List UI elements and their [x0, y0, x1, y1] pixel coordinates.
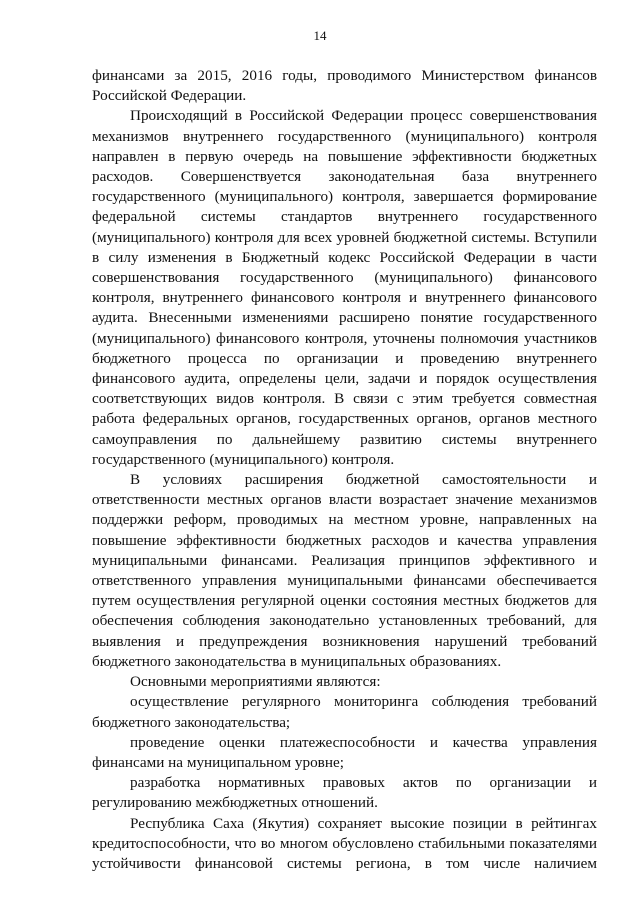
list-item-monitoring: осуществление регулярного мониторинга соблюдения требований бюджетного законодательства; — [92, 693, 597, 731]
paragraph-credit-ratings: Республика Саха (Якутия) сохраняет высокие позиции в рейтингах кредитоспособности, что во многом обусловлено стабильными показателями устойчивости финансовой системы региона, в том числе наличием — [92, 814, 597, 872]
paragraph-municipal-finance: В условиях расширения бюджетной самостоятельности и ответственности местных органов власти возрастает значение механизмов поддержки реформ, проводимых на местном уровне, направленных на повышение эффективности бюджетных расходов и качества управления муниципальными финансами. Реализация принципов эффективного и ответственного управления муниципальными финансами обеспечивается путем осуществления регулярной оценки состояния местных бюджетов для обеспечения соблюдения законодательно установленных требований, для выявления и предупреждения возникновения нарушений требований бюджетного законодательства в муниципальных образованиях. — [92, 471, 597, 670]
list-item-solvency-assessment: проведение оценки платежеспособности и качества управления финансами на муниципальном уровне; — [92, 733, 597, 771]
paragraph-control-improvement: Происходящий в Российской Федерации процесс совершенствования механизмов внутреннего государственного (муниципального) контроля направлен в первую очередь на повышение эффективности бюджетных расходов. Совершенствуется законодательная база внутреннего государственного (муниципального) контроля, завершается формирование федеральной системы стандартов внутреннего государственного (муниципального) контроля для всех уровней бюджетной системы. Вступили в силу изменения в Бюджетный кодекс Российской Федерации в части совершенствования государственного (муниципального) финансового контроля, внутреннего финансового контроля и внутреннего финансового аудита. Внесенными изменениями расширено понятие государственного (муниципального) финансового контроля, уточнены полномочия участников бюджетного процесса по организации и проведению внутреннего финансового аудита, определены цели, задачи и порядок осуществления соответствующих видов контроля. В связи с этим требуется совместная работа федеральных органов, государственных органов, органов местного самоуправления по дальнейшему развитию системы внутреннего государственного (муниципального) контроля. — [92, 107, 597, 468]
page-number: 14 — [313, 28, 327, 43]
body-text — [92, 66, 597, 874]
list-item-regulatory-acts: разработка нормативных правовых актов по организации и регулированию межбюджетных отношений. — [92, 774, 597, 812]
paragraph-continuation: финансами за 2015, 2016 годы, проводимого Министерством финансов Российской Федерации. — [92, 67, 597, 105]
paragraph-main-measures: Основными мероприятиями являются: — [130, 673, 381, 691]
